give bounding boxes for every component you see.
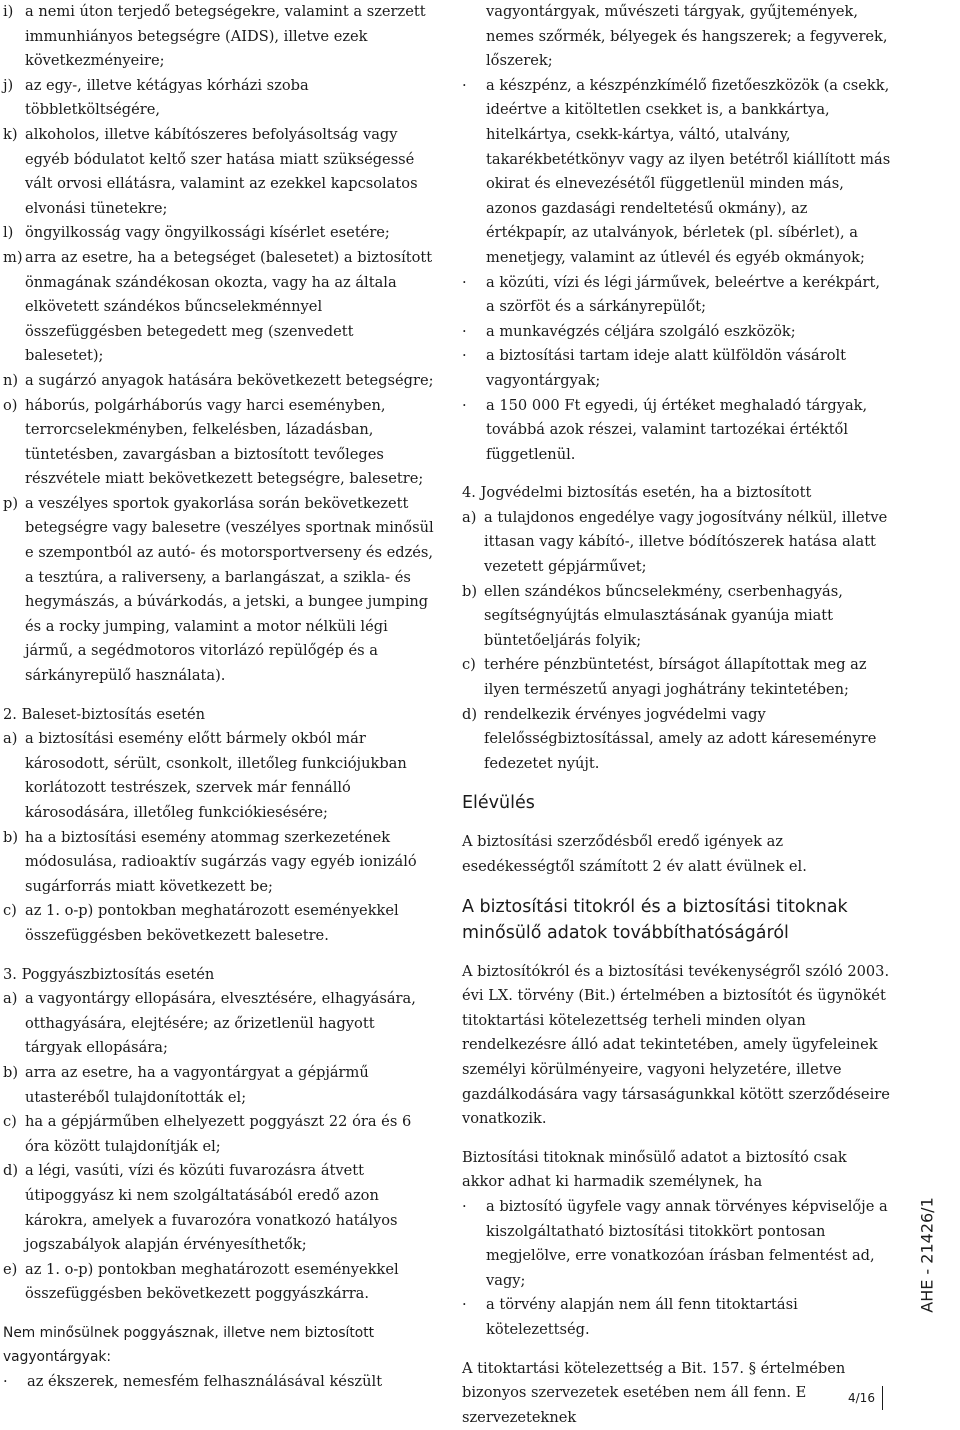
list-item-marker: a) [3, 727, 17, 752]
list-item-marker: m) [3, 246, 23, 271]
list-item [3, 221, 435, 246]
secret-bullets [462, 1195, 892, 1343]
list-item [3, 246, 435, 369]
list-item-marker: c) [3, 899, 17, 924]
section-2-list [3, 727, 435, 948]
list-item-marker: a) [462, 506, 476, 531]
list-item [3, 987, 435, 1061]
list-item-marker: p) [3, 492, 18, 517]
list-item-marker: j) [3, 74, 13, 99]
list-item-text: arra az esetre, ha a vagyontárgyat a gépjármű utasteréből tulajdonították el; [25, 1064, 369, 1106]
list-item-marker: c) [462, 653, 476, 678]
list-item-text: a biztosítási esemény előtt bármely okból már károsodott, sérült, csonkolt, illetőleg funkciójukban korlátozott testrészek, szervek már fennálló károsodására, illetőleg funkciókiesésére; [25, 730, 407, 821]
list-item-text: alkoholos, illetve kábítószeres befolyásoltság vagy egyéb bódulatot keltő szer hatása miatt szükségessé vált orvosi ellátásra, valamint az ezekkel kapcsolatos elvonási tünetekre; [25, 126, 418, 217]
bullet-item: · a készpénz, a készpénzkímélő fizetőeszközök (a csekk, ideértve a kitöltetlen csekket is, a bankkártya, hitelkártya, csekk-kártya, váltó, utalvány, takarékbetétkönyv vagy az ilyen betétről kiállított más okirat és elnevezésétől függetlenül minden más, azonos gazdasági rendeltetésű okmány), az értékpapír, az utalványok, bérletek (pl. síbérlet), a menetjegy, valamint az útlevél és egyéb okmányok; [462, 74, 892, 271]
list-item-marker: b) [3, 826, 18, 851]
bullet-item: · a munkavégzés céljára szolgáló eszközök; [462, 320, 892, 345]
bullet-item: · a biztosító ügyfele vagy annak törvényes képviselője a kiszolgáltatható biztosítási titokkört pontosan megjelölve, erre vonatkozóan írásban felmentést ad, vagy; [462, 1195, 892, 1293]
list-item-text: a nemi úton terjedő betegségekre, valamint a szerzett immunhiányos betegségre (AIDS), illetve ezek következményeire; [25, 3, 426, 69]
list-item-marker: b) [3, 1061, 18, 1086]
list-item-text: öngyilkosság vagy öngyilkossági kísérlet esetére; [25, 224, 390, 241]
list-item [3, 727, 435, 825]
list-item-text: a légi, vasúti, vízi és közúti fuvarozásra átvett útipoggyász ki nem szolgáltatásából eredő azon károkra, amelyek a fuvarozóra vonatkozó hatályos jogszabályok alapján érvényesíthetők; [25, 1162, 398, 1253]
list-item [3, 492, 435, 689]
bullet-item: · a törvény alapján nem áll fenn titoktartási kötelezettség. [462, 1293, 892, 1342]
left-column [3, 0, 435, 1395]
continued-bullet-text: vagyontárgyak, művészeti tárgyak, gyűjtemények, nemes szőrmék, bélyegek és hangszerek; a fegyverek, lőszerek; [462, 0, 892, 74]
list-item [462, 580, 892, 654]
list-item-text: a veszélyes sportok gyakorlása során bekövetkezett betegségre vagy balesetre (veszélyes sportnak minősül e szempontból az autó- és motorsportverseny és edzés, a tesztúra, a raliverseny, a barlangászat, a szikla- és hegymászás, a búvárkodás, a jetski, a bungee jumping és a rocky jumping, valamint a motor nélküli légi jármű, a segédmotoros vitorlázó repülőgép és a sárkányrepülő használata). [25, 495, 434, 684]
list-item-text: ha a gépjárműben elhelyezett poggyászt 22 óra és 6 óra között tulajdonítják el; [25, 1113, 411, 1155]
list-item [3, 123, 435, 221]
list-item-marker: l) [3, 221, 13, 246]
right-column [462, 0, 892, 1430]
section-2-title: 2. Baleset-biztosítás esetén [3, 703, 435, 728]
list-item-text: rendelkezik érvényes jogvédelmi vagy felelősségbiztosítással, amely az adott káreseményre fedezetet nyújt. [484, 706, 876, 772]
list-item [3, 369, 435, 394]
list-item-text: ha a biztosítási esemény atommag szerkezetének módosulása, radioaktív sugárzás vagy egyéb ionizáló sugárforrás miatt következett be; [25, 829, 417, 895]
list-item [462, 703, 892, 777]
elevules-heading: Elévülés [462, 790, 892, 816]
list-item [3, 1061, 435, 1110]
list-item-text: az 1. o-p) pontokban meghatározott eseményekkel összefüggésben bekövetkezett balesetre. [25, 902, 399, 944]
secret-paragraph-1: A biztosítókról és a biztosítási tevékenységről szóló 2003. évi LX. törvény (Bit.) értelmében a biztosítót és ügynökét titoktartási kötelezettség terheli minden olyan rendelkezésre álló adat tekintetében, amely ügyfeleinek személyi körülményeire, vagyoni helyzetére, illetve gazdálkodására vagy társaságunkkal kötött szerződéseire vonatkozik. [462, 960, 892, 1132]
list-item [462, 506, 892, 580]
not-baggage-bullet: · az ékszerek, nemesfém felhasználásával készült [3, 1370, 435, 1395]
bullet-item: · a közúti, vízi és légi járművek, beleértve a kerékpárt, a szörföt és a sárkányrepülőt; [462, 271, 892, 320]
list-item-marker: o) [3, 394, 17, 419]
list-item-marker: n) [3, 369, 18, 394]
list-item-marker: a) [3, 987, 17, 1012]
list-item [3, 74, 435, 123]
list-item-marker: i) [3, 0, 13, 25]
section-3-list [3, 987, 435, 1307]
list-item-text: a vagyontárgy ellopására, elvesztésére, elhagyására, otthagyására, elejtésére; az őrizetlenül hagyott tárgyak ellopására; [25, 990, 416, 1056]
list-item-text: arra az esetre, ha a betegséget (balesetet) a biztosított önmagának szándékosan okozta, vagy ha az általa elkövetett szándékos bűncselekménnyel összefüggésben betegedett meg (szenvedett balesetet); [25, 249, 432, 364]
list-item [3, 826, 435, 900]
list-item-text: az egy-, illetve kétágyas kórházi szoba többletköltségére, [25, 77, 309, 119]
bullet-item: · a biztosítási tartam ideje alatt külföldön vásárolt vagyontárgyak; [462, 344, 892, 393]
list-item [3, 0, 435, 74]
list-item [3, 394, 435, 492]
document-code: AHE - 21426/1 [905, 1135, 949, 1375]
list-item [462, 653, 892, 702]
list-item [3, 899, 435, 948]
list-item [3, 1159, 435, 1257]
list-item-marker: e) [3, 1258, 17, 1283]
list-item-text: az 1. o-p) pontokban meghatározott eseményekkel összefüggésben bekövetkezett poggyászkárra. [25, 1261, 399, 1303]
secret-heading: A biztosítási titokról és a biztosítási titoknak minősülő adatok továbbíthatóságáról [462, 894, 892, 946]
list-item-marker: c) [3, 1110, 17, 1135]
exclusions-list-general [3, 0, 435, 689]
not-baggage-bullets [462, 74, 892, 468]
section-3-title: 3. Poggyászbiztosítás esetén [3, 963, 435, 988]
list-item-marker: d) [462, 703, 477, 728]
list-item [3, 1258, 435, 1307]
list-item-text: terhére pénzbüntetést, bírságot állapítottak meg az ilyen természetű anyagi joghátrány tekintetében; [484, 656, 867, 698]
section-4-title: 4. Jogvédelmi biztosítás esetén, ha a biztosított [462, 481, 892, 506]
not-baggage-heading: Nem minősülnek poggyásznak, illetve nem biztosított vagyontárgyak: [3, 1321, 435, 1370]
list-item-text: ellen szándékos bűncselekmény, cserbenhagyás, segítségnyújtás elmulasztásának gyanúja miatt büntetőeljárás folyik; [484, 583, 843, 649]
list-item-marker: d) [3, 1159, 18, 1184]
section-4-list [462, 506, 892, 777]
secret-paragraph-2: Biztosítási titoknak minősülő adatot a biztosító csak akkor adhat ki harmadik személynek, ha [462, 1146, 892, 1195]
list-item-marker: k) [3, 123, 18, 148]
list-item [3, 1110, 435, 1159]
elevules-text: A biztosítási szerződésből eredő igények az esedékességtől számított 2 év alatt évülnek el. [462, 830, 892, 879]
page-number: 4/16 [848, 1391, 875, 1405]
bullet-item: · a 150 000 Ft egyedi, új értéket meghaladó tárgyak, továbbá azok részei, valamint tartozékai értéktől függetlenül. [462, 394, 892, 468]
list-item-text: háborús, polgárháborús vagy harci eseményben, terrorcselekményben, felkelésben, lázadásban, tüntetésben, zavargásban a biztosított tevőleges részvétele miatt bekövetkezett betegségre, balesetre; [25, 397, 423, 488]
secret-paragraph-3: A titoktartási kötelezettség a Bit. 157. § értelmében bizonyos szervezetek esetében nem áll fenn. E szervezeteknek [462, 1357, 892, 1430]
page-number-divider [882, 1386, 883, 1410]
list-item-marker: b) [462, 580, 477, 605]
list-item-text: a tulajdonos engedélye vagy jogosítvány nélkül, illetve ittasan vagy kábító-, illetve bódítószerek hatása alatt vezetett gépjárművet; [484, 509, 887, 575]
list-item-text: a sugárzó anyagok hatására bekövetkezett betegségre; [25, 372, 434, 389]
